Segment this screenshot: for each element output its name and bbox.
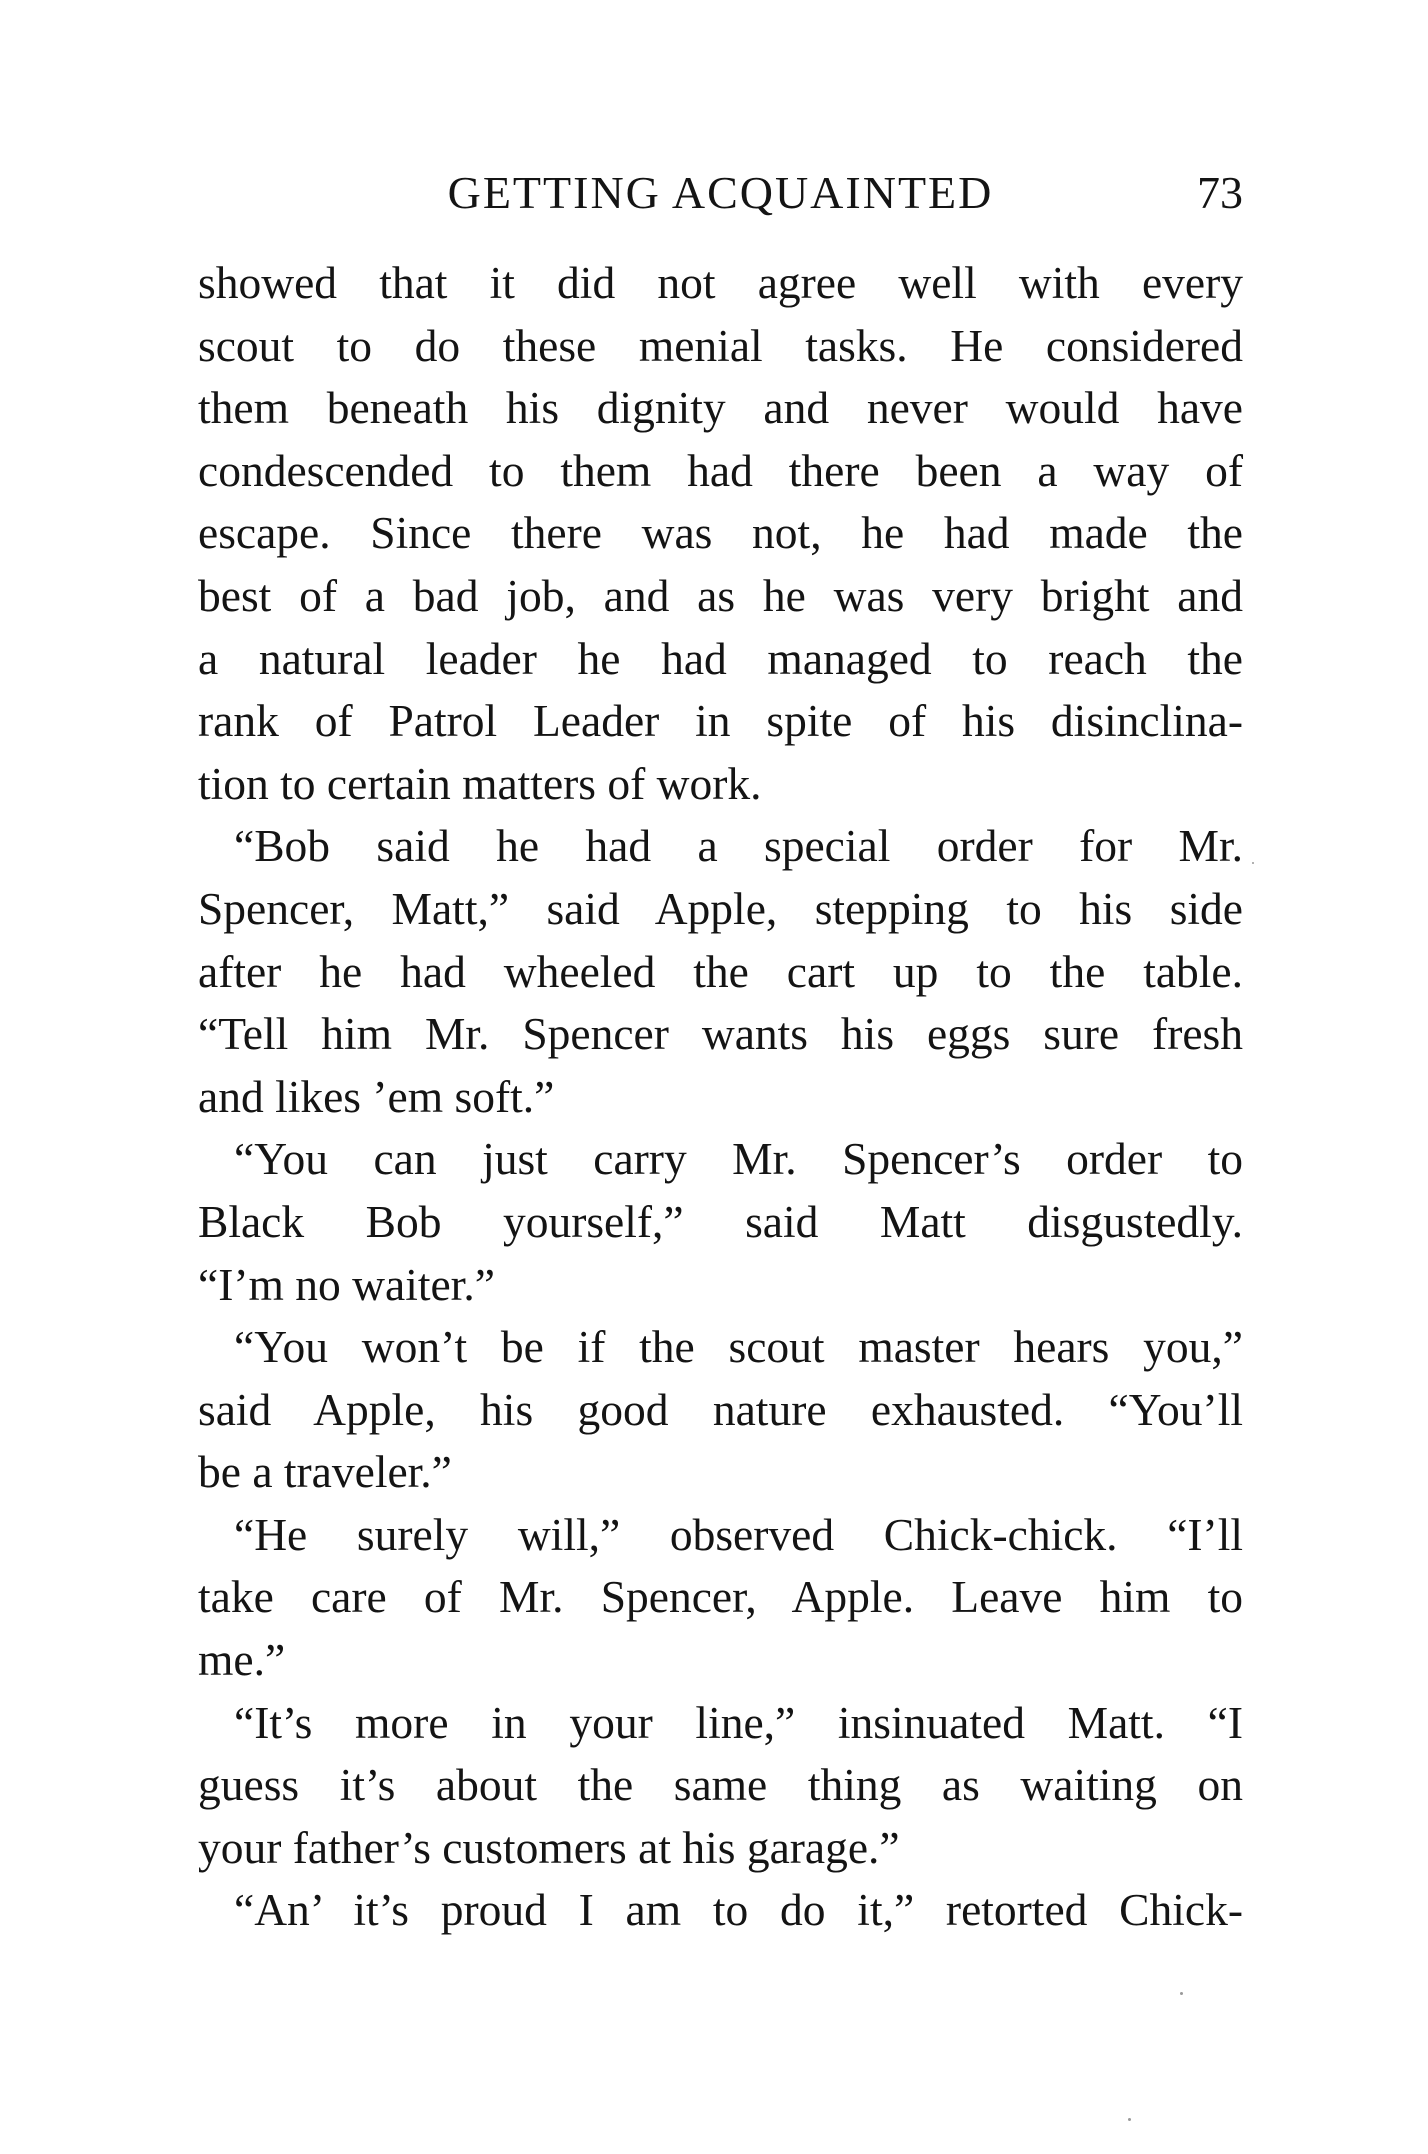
scan-speck — [1128, 2118, 1131, 2121]
scan-speck — [1180, 1992, 1183, 1995]
text-line: Spencer, Matt,” said Apple, stepping to his side — [198, 882, 1243, 934]
text-line: “It’s more in your line,” insinuated Matt. “I — [234, 1696, 1243, 1748]
paragraph — [198, 1316, 1243, 1504]
paragraph — [198, 1128, 1243, 1316]
text-line: be a traveler.” — [198, 1446, 452, 1498]
text-line: “You can just carry Mr. Spencer’s order to — [234, 1133, 1243, 1185]
text-line: guess it’s about the same thing as waiting on — [198, 1759, 1243, 1811]
paragraph — [198, 1692, 1243, 1880]
text-line: them beneath his dignity and never would have — [198, 382, 1243, 434]
body-text — [198, 252, 1243, 1942]
text-line: a natural leader he had managed to reach the — [198, 632, 1243, 684]
paragraph — [198, 252, 1243, 815]
text-line: escape. Since there was not, he had made the — [198, 507, 1243, 559]
paragraph — [198, 815, 1243, 1128]
text-line: take care of Mr. Spencer, Apple. Leave him to — [198, 1571, 1243, 1623]
text-line: Black Bob yourself,” said Matt disgustedly. — [198, 1195, 1243, 1247]
scan-speck — [1252, 862, 1254, 864]
running-head — [198, 165, 1243, 221]
text-line: showed that it did not agree well with every — [198, 257, 1243, 308]
text-line: said Apple, his good nature exhausted. “You’ll — [198, 1383, 1243, 1435]
text-line: tion to certain matters of work. — [198, 757, 762, 809]
text-line: “Tell him Mr. Spencer wants his eggs sure fresh — [198, 1008, 1243, 1060]
text-line: condescended to them had there been a way of — [198, 444, 1243, 496]
text-line: me.” — [198, 1634, 286, 1686]
text-line: scout to do these menial tasks. He considered — [198, 319, 1243, 371]
text-line: your father’s customers at his garage.” — [198, 1821, 900, 1873]
text-line: “Bob said he had a special order for Mr. — [234, 820, 1243, 872]
text-line: rank of Patrol Leader in spite of his disinclina- — [198, 695, 1243, 747]
text-line: “He surely will,” observed Chick-chick. “I’ll — [234, 1508, 1243, 1560]
text-line: “I’m no waiter.” — [198, 1258, 495, 1310]
paragraph — [198, 1504, 1243, 1692]
text-line: best of a bad job, and as he was very bright and — [198, 569, 1243, 621]
text-line: “You won’t be if the scout master hears you,” — [234, 1321, 1243, 1373]
text-line: “An’ it’s proud I am to do it,” retorted Chick- — [234, 1884, 1243, 1936]
paragraph — [198, 1879, 1243, 1942]
text-line: and likes ’em soft.” — [198, 1070, 555, 1122]
page-number: 73 — [1197, 167, 1243, 218]
text-line: after he had wheeled the cart up to the table. — [198, 945, 1243, 997]
running-title: GETTING ACQUAINTED — [447, 167, 994, 218]
